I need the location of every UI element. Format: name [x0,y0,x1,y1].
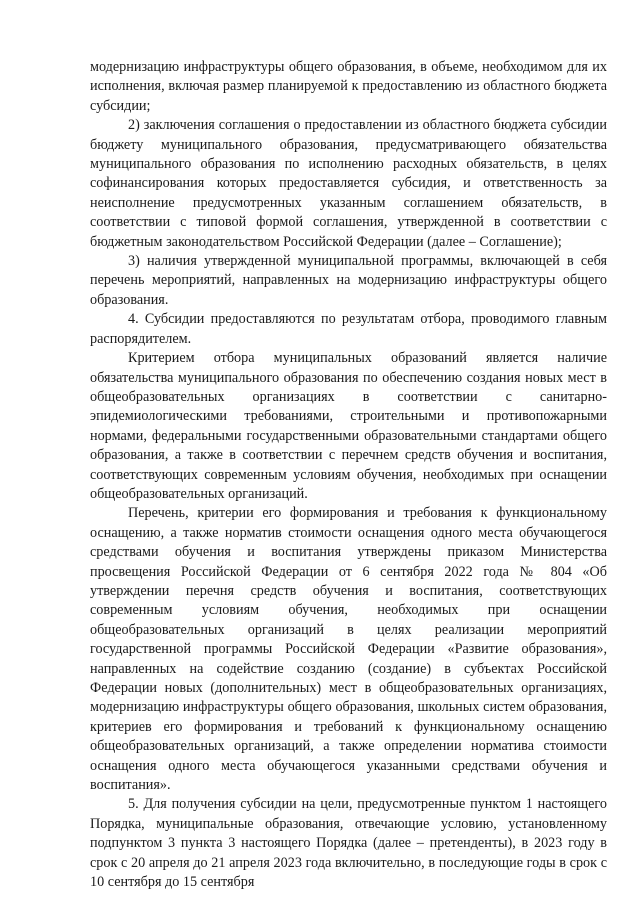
paragraph-item-2: 2) заключения соглашения о предоставлении из областного бюджета субсидии бюджету муниципального образования, предусматривающего обязательства муниципального образования по исполнению расходных обязательств, в целях софинансирования которых предоставляется субсидия, и ответственность за неисполнение предусмотренных указанным соглашением обязательств, в соответствии с типовой формой соглашения, утвержденной в соответствии с бюджетным законодательством Российской Федерации (далее – Соглашение); [90,117,607,250]
document-page [90,58,607,892]
paragraph-continuation: модернизацию инфраструктуры общего образования, в объеме, необходимом для их исполнения, включая размер планируемой к предоставлению из областного бюджета субсидии; [90,59,607,114]
paragraph-equipment-list: Перечень, критерии его формирования и требования к функциональному оснащению, а также норматив стоимости оснащения одного места обучающегося средствами обучения и воспитания утверждены приказом Министерства просвещения Российской Федерации от 6 сентября 2022 года № 804 «Об утверждении перечня средств обучения и воспитания, соответствующих современным условиям обучения, необходимых при оснащении общеобразовательных организаций в целях реализации мероприятий государственной программы Российской Федерации «Развитие образования», направленных на содействие созданию (создание) в субъектах Российской Федерации новых (дополнительных) мест в общеобразовательных организациях, модернизацию инфраструктуры общего образования, школьных систем образования, критериев его формирования и требований к функциональному оснащению общеобразовательных организаций, а также определении норматива стоимости оснащения одного места обучающегося указанными средствами обучения и воспитания». [90,505,607,794]
paragraph-clause-5: 5. Для получения субсидии на цели, предусмотренные пунктом 1 настоящего Порядка, муниципальные образования, отвечающие условию, установленному подпунктом 3 пункта 3 настоящего Порядка (далее – претенденты), в 2023 году в срок с 20 апреля до 21 апреля 2023 года включительно, в последующие годы в срок с 10 сентября до 15 сентября [90,796,607,891]
paragraph-item-3: 3) наличия утвержденной муниципальной программы, включающей в себя перечень мероприятий, направленных на модернизацию инфраструктуры общего образования. [90,253,607,308]
paragraph-selection-criterion: Критерием отбора муниципальных образований является наличие обязательства муниципального образования по обеспечению создания новых мест в общеобразовательных организациях в соответствии с санитарно-эпидемиологическими требованиями, строительными и противопожарными нормами, федеральными государственными образовательными стандартами общего образования, а также в соответствии с перечнем средств обучения и воспитания, соответствующих современным условиям обучения, необходимых при оснащении общеобразовательных организаций. [90,350,607,502]
paragraph-clause-4: 4. Субсидии предоставляются по результатам отбора, проводимого главным распорядителем. [90,311,607,347]
